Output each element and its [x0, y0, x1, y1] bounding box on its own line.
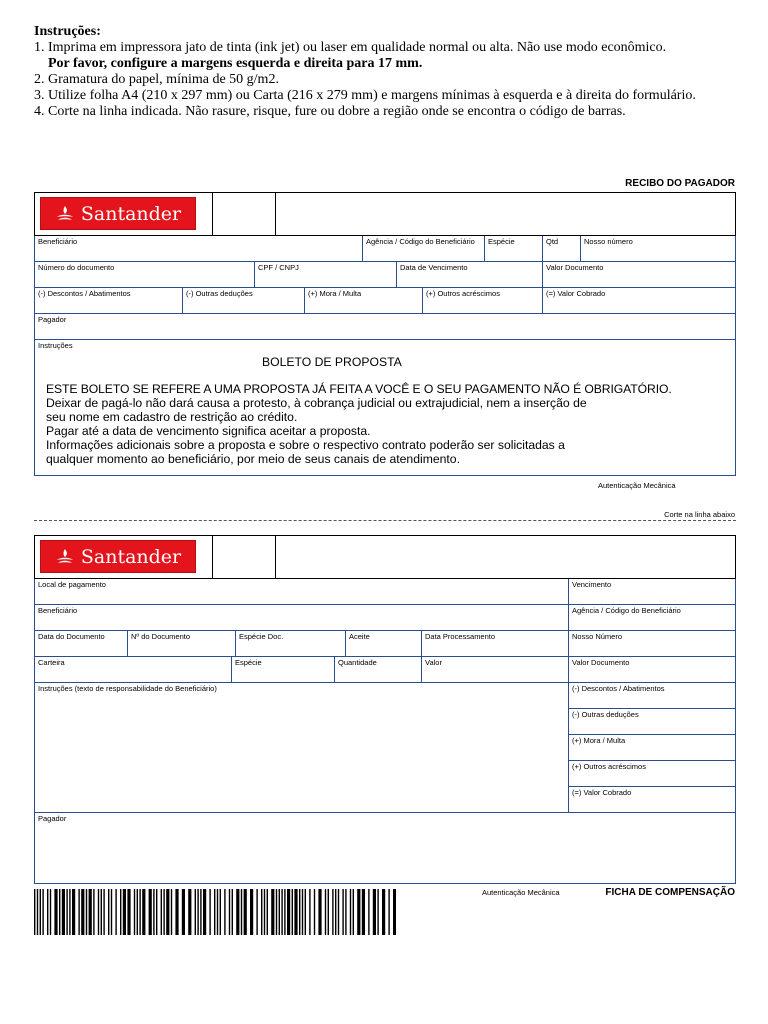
- barcode-bar: [335, 889, 336, 935]
- barcode-bar: [241, 889, 242, 935]
- proposal-line: Informações adicionais sobre a proposta e sobre o respectivo contrato poderão ser solicitadas a: [46, 438, 565, 452]
- field-quantidade: Quantidade: [335, 657, 422, 683]
- barcode-bar: [325, 889, 326, 935]
- barcode-bar: [120, 889, 121, 935]
- barcode-bar: [62, 889, 65, 935]
- barcode-bar: [287, 889, 290, 935]
- field-especie: Espécie: [232, 657, 335, 683]
- barcode-bar: [217, 889, 218, 935]
- barcode-bar: [368, 889, 369, 935]
- field-outros-acrescimos: (+) Outros acréscimos: [569, 761, 735, 787]
- proposal-line: qualquer momento ao beneficiário, por meio de seus canais de atendimento.: [46, 452, 460, 466]
- barcode-bar: [342, 889, 343, 935]
- bank-code-box: [212, 193, 276, 235]
- barcode-bar: [377, 889, 378, 935]
- instruction-margin-note: Por favor, configure a margens esquerda e direita para 17 mm.: [48, 56, 423, 71]
- barcode-bar: [123, 889, 126, 935]
- barcode-bar: [294, 889, 297, 935]
- barcode-bar: [54, 889, 57, 935]
- bank-name: Santander: [80, 545, 182, 568]
- field-outras-deducoes: (-) Outras deduções: [569, 709, 735, 735]
- barcode-bar: [188, 889, 191, 935]
- barcode-bar: [127, 889, 130, 935]
- barcode-bar: [236, 889, 239, 935]
- barcode-bar: [244, 889, 247, 935]
- instruction-item: 2. Gramatura do papel, mínima de 50 g/m2.: [34, 72, 279, 87]
- receipt-autenticacao: Autenticação Mecânica: [598, 481, 676, 490]
- barcode-bar: [81, 889, 84, 935]
- field-beneficiario: Beneficiário: [35, 605, 569, 631]
- barcode-bar: [134, 889, 135, 935]
- barcode-bar: [139, 889, 140, 935]
- field-agencia: Agência / Código do Beneficiário: [569, 605, 735, 631]
- field-instrucoes: Instruções: [38, 341, 73, 350]
- barcode-bar: [314, 889, 315, 935]
- barcode-bar: [200, 889, 201, 935]
- barcode-bar: [78, 889, 79, 935]
- santander-flame-icon: [55, 547, 75, 567]
- field-valor: Valor: [422, 657, 569, 683]
- field-especie: Espécie: [485, 236, 543, 262]
- instruction-item: 3. Utilize folha A4 (210 x 297 mm) ou Carta (216 x 279 mm) e margens mínimas à esquerda e à direita do formulário.: [34, 88, 696, 103]
- barcode-bar: [101, 889, 102, 935]
- barcode-bar: [197, 889, 198, 935]
- field-qtd: Qtd: [543, 236, 581, 262]
- field-beneficiario: Beneficiário: [35, 236, 363, 262]
- barcode-bar: [93, 889, 94, 935]
- barcode-bar: [345, 889, 346, 935]
- barcode-bar: [47, 889, 48, 935]
- barcode-bar: [299, 889, 300, 935]
- barcode-bar: [261, 889, 262, 935]
- barcode-bar: [309, 889, 310, 935]
- field-descontos: (-) Descontos / Abatimentos: [35, 288, 183, 314]
- barcode-bar: [292, 889, 293, 935]
- cut-label: Corte na linha abaixo: [664, 510, 735, 519]
- barcode-bar: [142, 889, 145, 935]
- instruction-item: 1. Imprima em impressora jato de tinta (ink jet) ou laser em qualidade normal ou alta. Não use modo econômico.: [34, 40, 667, 55]
- slip-autenticacao: Autenticação Mecânica: [482, 888, 560, 897]
- barcode-bar: [276, 889, 277, 935]
- barcode-bar: [284, 889, 285, 935]
- barcode-bar: [305, 889, 306, 935]
- barcode-bar: [182, 889, 185, 935]
- proposal-title: BOLETO DE PROPOSTA: [262, 355, 402, 369]
- barcode-bar: [166, 889, 169, 935]
- instructions: [34, 24, 744, 120]
- santander-flame-icon: [55, 204, 75, 224]
- barcode-bar: [229, 889, 230, 935]
- receipt-heading: RECIBO DO PAGADOR: [625, 178, 735, 189]
- field-n-documento: Nº do Documento: [128, 631, 236, 657]
- barcode-bar: [149, 889, 152, 935]
- barcode-bar: [156, 889, 157, 935]
- barcode-bar: [98, 889, 99, 935]
- proposal-line: Deixar de pagá-lo não dará causa a protesto, à cobrança judicial ou extrajudicial, nem a inserção de: [46, 396, 587, 410]
- field-outras-deducoes: (-) Outras deduções: [183, 288, 305, 314]
- field-outros-acrescimos: (+) Outros acréscimos: [423, 288, 543, 314]
- barcode-bar: [171, 889, 172, 935]
- field-pagador: Pagador: [38, 814, 67, 823]
- barcode-bar: [111, 889, 112, 935]
- barcode-bar: [137, 889, 138, 935]
- barcode-bar: [89, 889, 92, 935]
- barcode-bar: [66, 889, 67, 935]
- barcode-bar: [256, 889, 257, 935]
- barcode-bar: [281, 889, 282, 935]
- field-valor-documento: Valor Documento: [569, 657, 735, 683]
- barcode-bar: [382, 889, 385, 935]
- barcode-bar: [175, 889, 178, 935]
- bank-name: Santander: [80, 202, 182, 225]
- field-especie-doc: Espécie Doc.: [236, 631, 346, 657]
- barcode-bar: [332, 889, 333, 935]
- barcode-bar: [302, 889, 303, 935]
- field-nosso-numero: Nosso número: [581, 236, 735, 262]
- field-mora-multa: (+) Mora / Multa: [569, 735, 735, 761]
- field-nosso-numero: Nosso Número: [569, 631, 735, 657]
- slip-header: [34, 535, 736, 579]
- field-pagador: Pagador: [35, 314, 735, 340]
- santander-logo: [40, 197, 196, 230]
- slip-grid: [34, 579, 736, 884]
- field-agencia: Agência / Código do Beneficiário: [363, 236, 485, 262]
- barcode-bar: [353, 889, 354, 935]
- field-valor-cobrado: (=) Valor Cobrado: [569, 787, 735, 813]
- barcode-bar: [209, 889, 210, 935]
- barcode-bar: [42, 889, 43, 935]
- field-cpf-cnpj: CPF / CNPJ: [255, 262, 397, 288]
- field-valor-cobrado: (=) Valor Cobrado: [543, 288, 735, 314]
- instruction-item: 4. Corte na linha indicada. Não rasure, risque, fure ou dobre a região onde se encontra o código de barras.: [34, 104, 626, 119]
- field-mora-multa: (+) Mora / Multa: [305, 288, 423, 314]
- barcode-bar: [267, 889, 268, 935]
- barcode-bar: [69, 889, 70, 935]
- barcode-bar: [362, 889, 365, 935]
- barcode-bar: [373, 889, 376, 935]
- barcode-bar: [195, 889, 196, 935]
- barcode: [34, 889, 396, 935]
- barcode-bar: [279, 889, 280, 935]
- barcode-bar: [203, 889, 206, 935]
- field-data-documento: Data do Documento: [35, 631, 128, 657]
- field-instrucoes: Instruções (texto de responsabilidade do Beneficiário): [35, 683, 569, 813]
- proposal-line: Pagar até a data de vencimento significa aceitar a proposta.: [46, 424, 371, 438]
- barcode-bar: [153, 889, 154, 935]
- barcode-bar: [108, 889, 109, 935]
- field-data-processamento: Data Processamento: [422, 631, 569, 657]
- santander-logo: [40, 540, 196, 573]
- barcode-bar: [250, 889, 253, 935]
- barcode-bar: [388, 889, 389, 935]
- barcode-bar: [214, 889, 215, 935]
- barcode-bar: [350, 889, 351, 935]
- field-numero-documento: Número do documento: [35, 262, 255, 288]
- barcode-bar: [393, 889, 396, 935]
- barcode-bar: [59, 889, 60, 935]
- barcode-bar: [338, 889, 339, 935]
- receipt-header: [34, 192, 736, 236]
- slip-heading: FICHA DE COMPENSAÇÃO: [605, 887, 735, 898]
- proposal-line: ESTE BOLETO SE REFERE A UMA PROPOSTA JÁ FEITA A VOCÊ E O SEU PAGAMENTO NÃO É OBRIGATÓRIO.: [46, 382, 672, 396]
- field-valor-documento: Valor Documento: [543, 262, 735, 288]
- field-descontos: (-) Descontos / Abatimentos: [569, 683, 735, 709]
- barcode-bar: [318, 889, 321, 935]
- cut-line: [34, 520, 736, 521]
- barcode-bar: [232, 889, 233, 935]
- barcode-bar: [220, 889, 221, 935]
- barcode-bar: [271, 889, 274, 935]
- barcode-bar: [50, 889, 51, 935]
- barcode-bar: [161, 889, 162, 935]
- barcode-bar: [72, 889, 75, 935]
- barcode-bar: [103, 889, 104, 935]
- bank-code-box: [212, 536, 276, 578]
- barcode-bar: [357, 889, 360, 935]
- barcode-bar: [34, 889, 35, 935]
- proposal-line: seu nome em cadastro de restrição ao crédito.: [46, 410, 298, 424]
- barcode-bar: [115, 889, 116, 935]
- barcode-bar: [264, 889, 265, 935]
- barcode-bar: [37, 889, 38, 935]
- instructions-title: Instruções:: [34, 24, 101, 39]
- barcode-bar: [40, 889, 41, 935]
- barcode-bar: [86, 889, 87, 935]
- field-aceite: Aceite: [346, 631, 422, 657]
- barcode-bar: [328, 889, 329, 935]
- barcode-bar: [163, 889, 164, 935]
- field-local-pagamento: Local de pagamento: [35, 579, 569, 605]
- barcode-bar: [224, 889, 225, 935]
- field-carteira: Carteira: [35, 657, 232, 683]
- field-vencimento: Vencimento: [569, 579, 735, 605]
- field-data-vencimento: Data de Vencimento: [397, 262, 543, 288]
